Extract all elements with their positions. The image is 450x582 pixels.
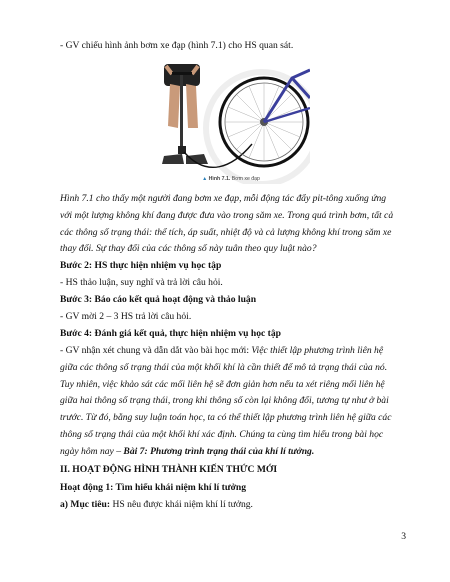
step2-text: - HS thảo luận, suy nghĩ và trả lời câu hỏi.: [60, 277, 223, 288]
activity1-heading: Hoạt động 1: Tìm hiểu khái niệm khí lí tưởng: [60, 482, 247, 493]
bicycle-pump-figure: [152, 58, 310, 184]
bicycle-pump-illustration: [152, 58, 310, 184]
objective-text: HS nêu được khái niệm khí lí tưởng.: [110, 499, 253, 510]
figure-caption: [152, 176, 310, 182]
caption-number: Hình 7.1.: [208, 176, 231, 182]
section-heading: II. HOẠT ĐỘNG HÌNH THÀNH KIẾN THỨC MỚI: [60, 464, 278, 475]
objective-label: a) Mục tiêu:: [60, 499, 111, 510]
step4-italic-text: Việc thiết lập phương trình liên hệ giữa các thông số trạng thái của một khối khí là cần thiết để mô tả trạng thái của nó. Tuy nhiên, việc khảo sát các mối liên hệ sẽ đơn giản hơn nếu ta xét riêng mối liên hệ giữa hai thông số trạng thái, trong khi thông số còn lại không đổi, tương tự như ở bài trước. Từ đó, bằng suy luận toán học, ta có thể thiết lập phương trình liên hệ giữa các thông số trạng thái của một khối khí xác định. Chúng ta cùng tìm hiểu trong bài học ngày hôm nay –: [60, 345, 392, 457]
lesson-title: Bài 7: Phương trình trạng thái của khí lí tưởng.: [123, 445, 315, 457]
step4-lead: - GV nhận xét chung và dẫn dắt vào bài học mới:: [60, 345, 252, 356]
intro-line: - GV chiếu hình ảnh bơm xe đạp (hình 7.1) cho HS quan sát.: [60, 40, 294, 51]
step2-heading: Bước 2: HS thực hiện nhiệm vụ học tập: [60, 260, 222, 271]
caption-triangle-icon: ▲: [202, 176, 208, 182]
figure-description: Hình 7.1 cho thấy một người đang bơm xe đạp, mỗi động tác đẩy pit-tông xuống ứng với một lượng không khí đang được đưa vào trong săm xe. Trong quá trình bơm, tất cả các thông số trạng thái: thể tích, áp suất, nhiệt độ và cả lượng không khí trong săm xe thay đổi. Sự thay đổi của các thông số này tuân theo quy luật nào?: [60, 193, 394, 255]
caption-text: Bơm xe đạp: [231, 176, 260, 182]
objective-line: [60, 497, 394, 514]
step3-text: - GV mời 2 – 3 HS trả lời câu hỏi.: [60, 311, 192, 322]
step4-paragraph: [60, 343, 394, 461]
page-number: 3: [401, 531, 406, 542]
step3-heading: Bước 3: Báo cáo kết quả hoạt động và thảo luận: [60, 294, 257, 305]
step4-heading: Bước 4: Đánh giá kết quả, thực hiện nhiệm vụ học tập: [60, 328, 281, 339]
